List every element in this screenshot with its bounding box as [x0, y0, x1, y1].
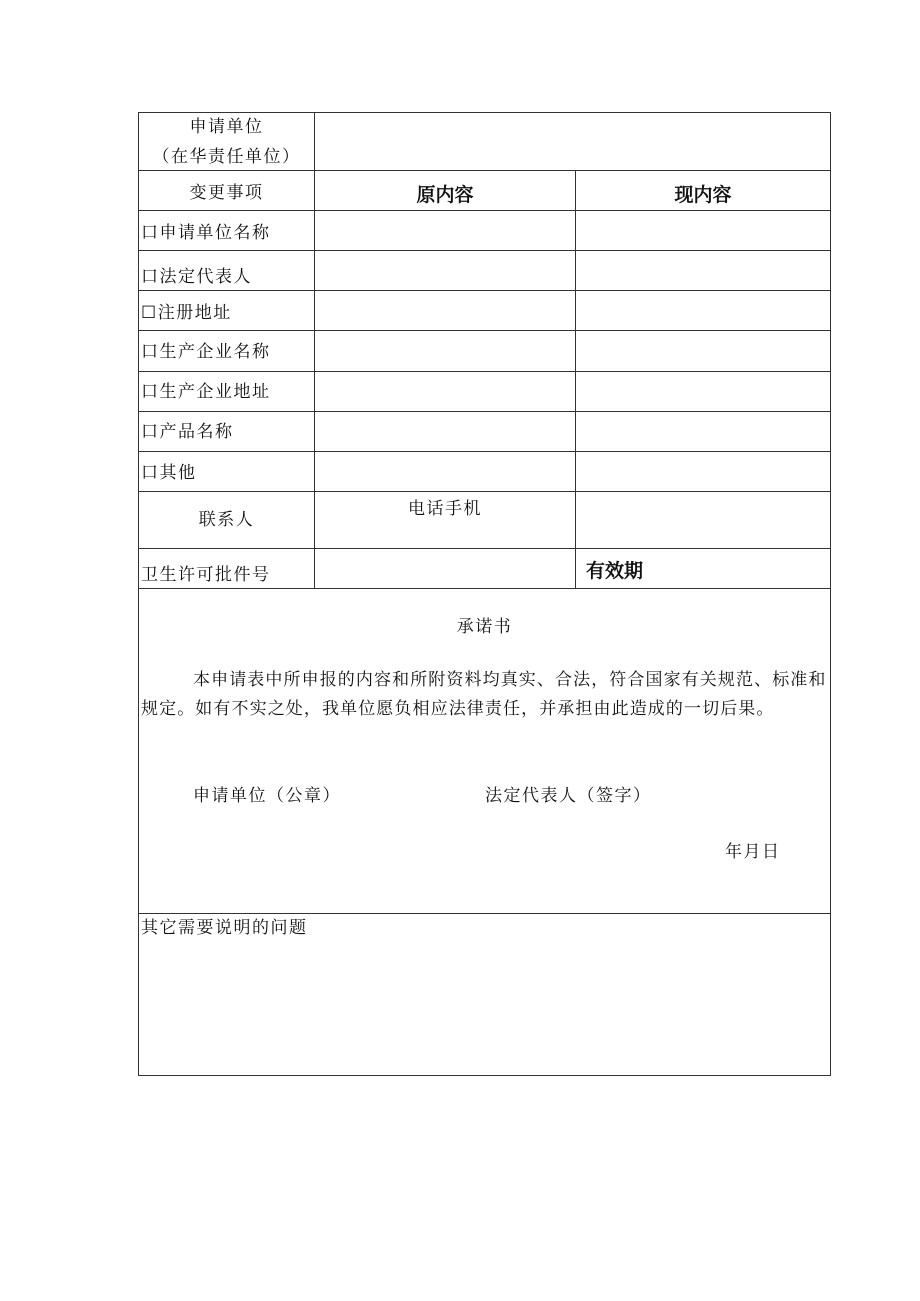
- change-item-applicant-name[interactable]: 口申请单位名称: [141, 223, 271, 243]
- row-divider: [139, 210, 830, 211]
- date-label: 年月日: [725, 842, 781, 862]
- applicant-label: 申请单位: [189, 117, 264, 137]
- row-divider: [139, 290, 830, 291]
- commitment-body: 本申请表中所申报的内容和所附资料均真实、合法，符合国家有关规范、标准和规定。如有不实之处，我单位愿负相应法律责任，并承担由此造成的一切后果。: [141, 670, 827, 719]
- commitment-title: 承诺书: [456, 617, 513, 637]
- applicant-sublabel: （在华责任单位）: [152, 147, 301, 167]
- contact-label: 联系人: [198, 510, 255, 530]
- notes-field[interactable]: [139, 943, 830, 1075]
- change-item-manufacturer-address[interactable]: 口生产企业地址: [141, 382, 271, 402]
- change-items-label: 变更事项: [189, 183, 264, 203]
- change-item-manufacturer-name[interactable]: 口生产企业名称: [141, 342, 271, 362]
- permit-number-label: 卫生许可批件号: [141, 565, 271, 585]
- row-divider: [139, 330, 830, 331]
- signature-label: 法定代表人（签字）: [485, 786, 652, 806]
- row-divider: [139, 371, 830, 372]
- row-divider: [139, 548, 830, 549]
- seal-label: 申请单位（公章）: [193, 786, 341, 806]
- validity-label: 有效期: [586, 561, 644, 582]
- row-divider: [139, 250, 830, 251]
- notes-label: 其它需要说明的问题: [141, 918, 308, 938]
- change-item-other[interactable]: 口其他: [141, 463, 197, 483]
- current-content-header: 现内容: [674, 185, 732, 206]
- column-divider: [575, 170, 576, 589]
- original-content-header: 原内容: [416, 185, 474, 206]
- row-divider: [139, 491, 830, 492]
- row-divider: [139, 588, 830, 589]
- row-divider: [139, 411, 830, 412]
- row-divider: [139, 913, 830, 914]
- phone-label: 电话手机: [408, 499, 482, 519]
- row-divider: [139, 170, 830, 171]
- change-item-product-name[interactable]: 口产品名称: [141, 422, 234, 442]
- applicant-field[interactable]: [315, 113, 830, 170]
- change-item-legal-representative[interactable]: 口法定代表人: [141, 267, 252, 287]
- change-application-form: [138, 112, 831, 1076]
- change-item-registered-address[interactable]: ☐注册地址: [141, 303, 232, 323]
- row-divider: [139, 451, 830, 452]
